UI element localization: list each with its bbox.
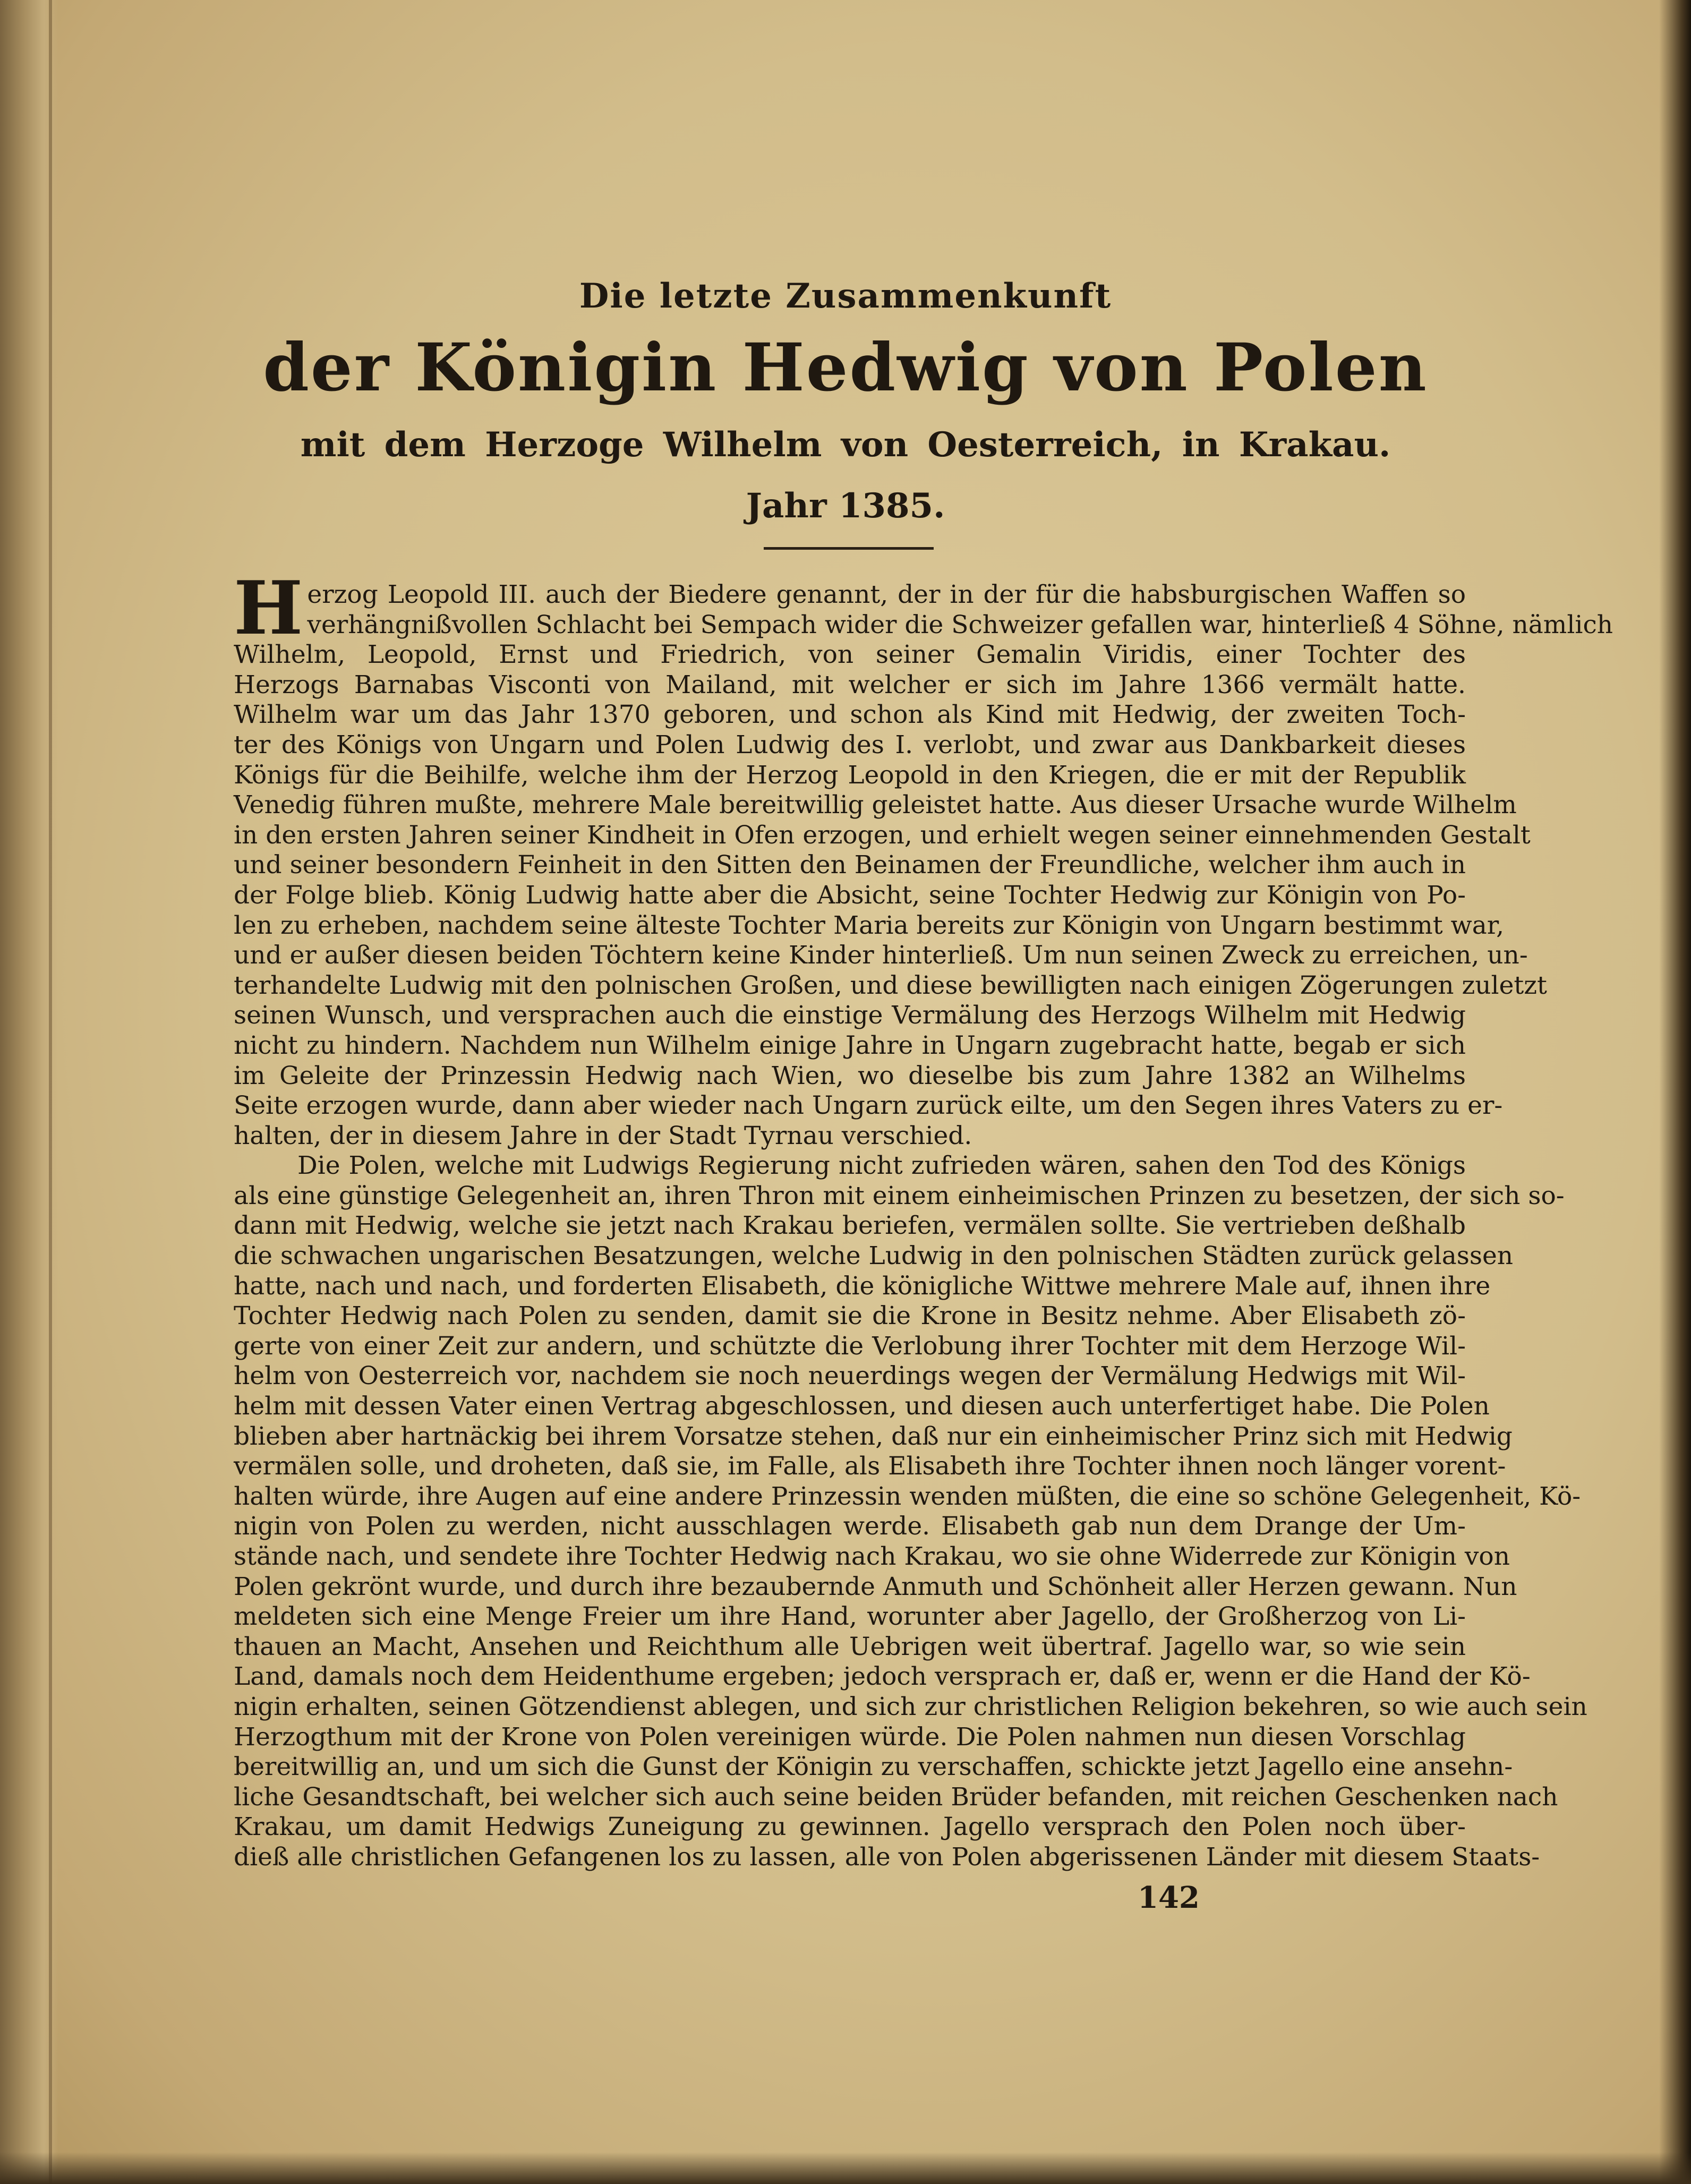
text-line-content: verhängnißvollen Schlacht bei Sempach wider die Schweizer gefallen war, hinterließ 4 Söhne, nämlich <box>307 610 1613 639</box>
text-line-content: stände nach, und sendete ihre Tochter Hedwig nach Krakau, wo sie ohne Widerrede zur Königin von <box>234 1542 1510 1571</box>
text-line-content: meldeten sich eine Menge Freier um ihre Hand, worunter aber Jagello, der Großherzog von Li- <box>234 1602 1466 1632</box>
text-line <box>234 610 1613 641</box>
text-line <box>234 820 1531 851</box>
text-line <box>234 850 1466 881</box>
text-line <box>234 1091 1503 1121</box>
text-line-content: Herzogs Barnabas Visconti von Mailand, mit welcher er sich im Jahre 1366 vermält hatte. <box>234 670 1466 699</box>
text-line-content: halten, der in diesem Jahre in der Stadt Tyrnau verschied. <box>234 1121 972 1150</box>
text-line-content: nigin erhalten, seinen Götzendienst ablegen, und sich zur christlichen Religion bekehren, so wie auch sein <box>234 1692 1587 1721</box>
text-line <box>234 1121 1466 1151</box>
text-line <box>234 670 1466 701</box>
text-line-content: Land, damals noch dem Heidenthume ergeben; jedoch versprach er, daß er, wenn er die Hand der Kö- <box>234 1662 1531 1692</box>
text-line-content: halten würde, ihre Augen auf eine andere Prinzessin wenden müßten, die eine so schöne Gelegenheit, Kö- <box>234 1481 1581 1511</box>
text-line <box>234 910 1505 941</box>
text-line <box>234 1151 1466 1181</box>
page-right-edge <box>1659 0 1691 2184</box>
text-line-content: Die Polen, welche mit Ludwigs Regierung nicht zufrieden wären, sahen den Tod des Königs <box>297 1151 1466 1181</box>
title-line-1: Die letzte Zusammenkunft <box>579 276 1112 316</box>
text-line <box>234 1512 1466 1542</box>
text-line-content: ter des Königs von Ungarn und Polen Ludwig des I. verlobt, und zwar aus Dankbarkeit dieses <box>234 730 1466 760</box>
text-line <box>234 1662 1531 1692</box>
text-line <box>234 1392 1490 1422</box>
text-line <box>234 1602 1466 1632</box>
text-line-content: terhandelte Ludwig mit den polnischen Großen, und diese bewilligten nach einigen Zögerungen zuletzt <box>234 970 1547 1000</box>
text-line-content: bereitwillig an, und um sich die Gunst der Königin zu verschaffen, schickte jetzt Jagello eine ansehn- <box>234 1752 1513 1782</box>
text-line-content: die schwachen ungarischen Besatzungen, welche Ludwig in den polnischen Städten zurück gelassen <box>234 1241 1514 1271</box>
text-line <box>234 1692 1587 1722</box>
text-line <box>234 881 1466 911</box>
text-line-content: hatte, nach und nach, und forderten Elisabeth, die königliche Wittwe mehrere Male auf, ihnen ihre <box>234 1271 1491 1301</box>
title-year: Jahr 1385. <box>746 486 945 526</box>
text-line-content: als eine günstige Gelegenheit an, ihren Thron mit einem einheimischen Prinzen zu besetzen, der sich so- <box>234 1181 1565 1210</box>
title-divider <box>764 547 934 550</box>
text-line-content: Polen gekrönt wurde, und durch ihre bezaubernde Anmuth und Schönheit aller Herzen gewann. Nun <box>234 1572 1517 1601</box>
binding-line <box>49 0 52 2184</box>
text-line <box>234 1481 1581 1512</box>
title-main: der Königin Hedwig von Polen <box>263 329 1428 406</box>
drop-cap: H <box>234 565 303 651</box>
text-line <box>234 640 1466 670</box>
text-line <box>234 1542 1510 1572</box>
text-line <box>234 730 1466 761</box>
text-line-content: helm mit dessen Vater einen Vertrag abgeschlossen, und diesen auch unterfertiget habe. Die Polen <box>234 1392 1490 1421</box>
text-line <box>234 1812 1466 1842</box>
text-line-content: Seite erzogen wurde, dann aber wieder nach Ungarn zurück eilte, um den Segen ihres Vaters zu er- <box>234 1091 1503 1121</box>
text-line <box>234 1722 1466 1753</box>
text-line <box>234 1181 1565 1212</box>
body-lines-container <box>234 565 1613 1873</box>
text-line-content: dieß alle christlichen Gefangenen los zu lassen, alle von Polen abgerissenen Länder mit diesem Staats- <box>234 1842 1540 1872</box>
text-line-content: Königs für die Beihilfe, welche ihm der Herzog Leopold in den Kriegen, die er mit der Republik <box>234 760 1466 790</box>
text-line-content: Venedig führen mußte, mehrere Male bereitwillig geleistet hatte. Aus dieser Ursache wurde Wilhelm <box>234 790 1517 820</box>
text-line-content: seinen Wunsch, und versprachen auch die einstige Vermälung des Herzogs Wilhelm mit Hedwig <box>234 1001 1466 1030</box>
text-line <box>234 1211 1466 1241</box>
text-line-content: der Folge blieb. König Ludwig hatte aber die Absicht, seine Tochter Hedwig zur Königin von Po- <box>234 880 1466 910</box>
text-line-content: im Geleite der Prinzessin Hedwig nach Wien, wo dieselbe bis zum Jahre 1382 an Wilhelms <box>234 1061 1466 1090</box>
body-text <box>234 565 1613 1873</box>
text-line <box>234 1782 1558 1813</box>
text-line-content: liche Gesandtschaft, bei welcher sich auch seine beiden Brüder befanden, mit reichen Geschenken nach <box>234 1782 1558 1812</box>
text-line <box>234 1271 1491 1302</box>
page-bottom-edge <box>0 2152 1691 2184</box>
text-line-content: Wilhelm, Leopold, Ernst und Friedrich, von seiner Gemalin Viridis, einer Tochter des <box>234 640 1466 670</box>
text-line-content: vermälen solle, und droheten, daß sie, im Falle, als Elisabeth ihre Tochter ihnen noch länger vorent- <box>234 1452 1506 1481</box>
text-line <box>234 1241 1514 1272</box>
text-line <box>234 1061 1466 1091</box>
text-line <box>234 761 1466 791</box>
text-line-content: nigin von Polen zu werden, nicht ausschlagen werde. Elisabeth gab nun dem Drange der Um- <box>234 1512 1466 1541</box>
text-line-content: Wilhelm war um das Jahr 1370 geboren, und schon als Kind mit Hedwig, der zweiten Toch- <box>234 700 1466 730</box>
text-line <box>234 700 1466 730</box>
text-line-content: blieben aber hartnäckig bei ihrem Vorsatze stehen, daß nur ein einheimischer Prinz sich mit Hedwig <box>234 1421 1513 1451</box>
text-line <box>234 1752 1513 1782</box>
text-line <box>234 790 1517 821</box>
text-line-content: in den ersten Jahren seiner Kindheit in Ofen erzogen, und erhielt wegen seiner einnehmenden Gestalt <box>234 820 1531 850</box>
page-number: 142 <box>1138 1880 1200 1915</box>
text-line <box>234 1572 1517 1602</box>
text-line-content: Krakau, um damit Hedwigs Zuneigung zu gewinnen. Jagello versprach den Polen noch über- <box>234 1812 1466 1842</box>
text-line-content: Herzogthum mit der Krone von Polen vereinigen würde. Die Polen nahmen nun diesen Vorschlag <box>234 1722 1466 1752</box>
text-line <box>234 941 1528 971</box>
text-line <box>234 1031 1466 1061</box>
text-line <box>234 1301 1466 1332</box>
text-line-content: len zu erheben, nachdem seine älteste Tochter Maria bereits zur Königin von Ungarn bestimmt war, <box>234 910 1505 940</box>
text-line <box>234 1332 1466 1362</box>
text-line-content: thauen an Macht, Ansehen und Reichthum alle Uebrigen weit übertraf. Jagello war, so wie sein <box>234 1632 1466 1661</box>
text-line <box>234 1001 1466 1031</box>
text-line-content: helm von Oesterreich vor, nachdem sie noch neuerdings wegen der Vermälung Hedwigs mit Wil- <box>234 1361 1466 1391</box>
text-line-content: dann mit Hedwig, welche sie jetzt nach Krakau beriefen, vermälen sollte. Sie vertrieben deßhalb <box>234 1211 1466 1241</box>
text-line <box>234 1452 1506 1482</box>
text-line <box>234 1361 1466 1392</box>
text-line-content: Tochter Hedwig nach Polen zu senden, damit sie die Krone in Besitz nehme. Aber Elisabeth zö- <box>234 1301 1466 1331</box>
title-line-3: mit dem Herzoge Wilhelm von Oesterreich, in Krakau. <box>300 425 1391 465</box>
text-line-content: erzog Leopold III. auch der Biedere genannt, der in der für die habsburgischen Waffen so <box>307 580 1466 609</box>
text-line-content: und seiner besondern Feinheit in den Sitten den Beinamen der Freundliche, welcher ihm auch in <box>234 850 1466 880</box>
text-line <box>234 1842 1540 1873</box>
text-line-content: und er außer diesen beiden Töchtern keine Kinder hinterließ. Um nun seinen Zweck zu erreichen, un- <box>234 941 1528 970</box>
text-line-content: gerte von einer Zeit zur andern, und schützte die Verlobung ihrer Tochter mit dem Herzoge Wil- <box>234 1331 1466 1361</box>
text-line <box>234 1632 1466 1662</box>
text-line <box>234 970 1547 1001</box>
text-line <box>234 1421 1513 1452</box>
text-line-content: nicht zu hindern. Nachdem nun Wilhelm einige Jahre in Ungarn zugebracht hatte, begab er sich <box>234 1030 1466 1060</box>
